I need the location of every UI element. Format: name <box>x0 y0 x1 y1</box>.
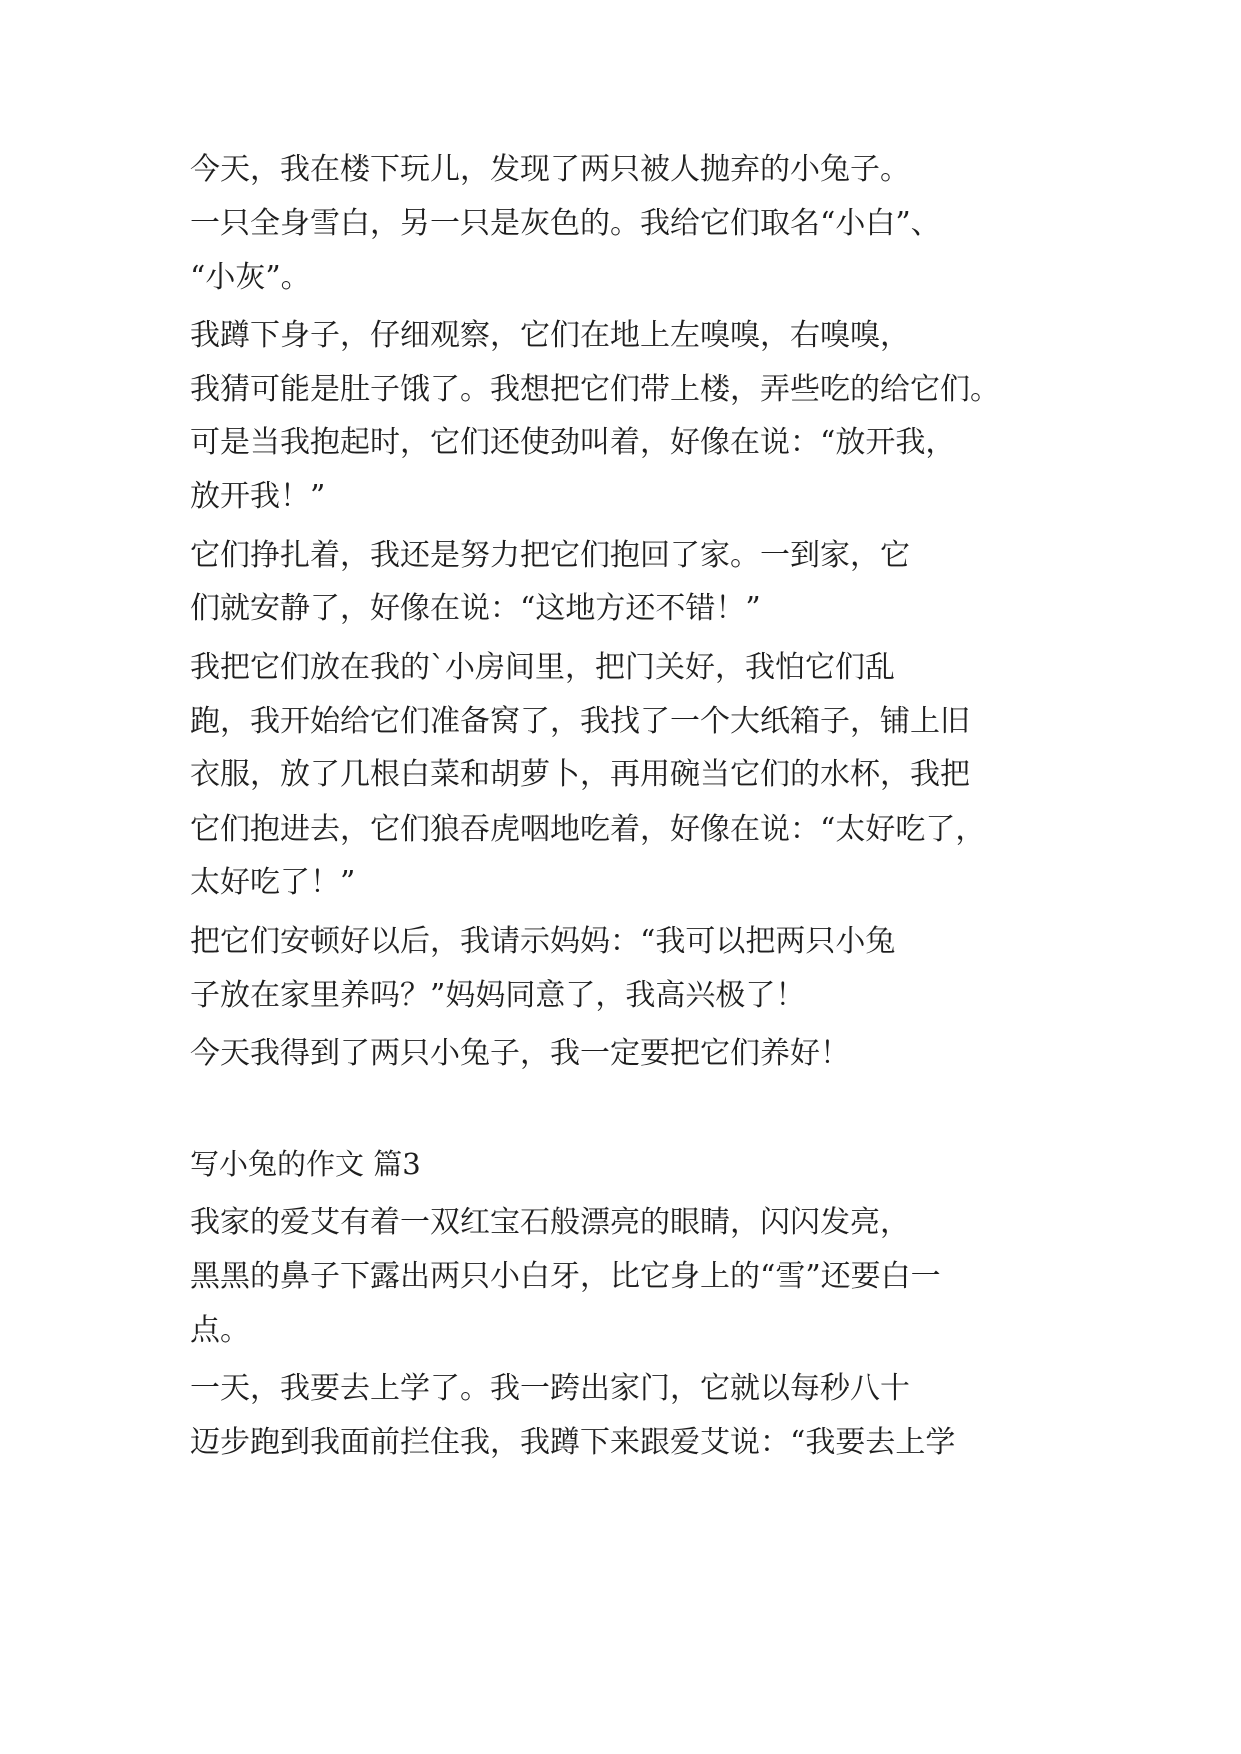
section-heading: 写小兔的作文 篇3 <box>190 1147 421 1181</box>
text-line: 衣服，放了几根白菜和胡萝卜，再用碗当它们的水杯，我把 <box>190 757 970 792</box>
text-line: 一天，我要去上学了。我一跨出家门，它就以每秒八十 <box>190 1371 910 1406</box>
text-line: 们就安静了，好像在说：“这地方还不错！” <box>190 591 761 626</box>
text-line: 子放在家里养吗？”妈妈同意了，我高兴极了！ <box>190 978 806 1013</box>
text-line: 它们抱进去，它们狼吞虎咽地吃着，好像在说：“太好吃了， <box>190 812 986 847</box>
text-line: 我把它们放在我的`小房间里，把门关好，我怕它们乱 <box>190 650 895 685</box>
text-line: 跑，我开始给它们准备窝了，我找了一个大纸箱子，铺上旧 <box>190 704 970 739</box>
text-line: 太好吃了！” <box>190 865 356 900</box>
text-line: 点。 <box>190 1313 250 1348</box>
text-line: 我家的爱艾有着一双红宝石般漂亮的眼睛，闪闪发亮， <box>190 1205 910 1240</box>
text-line: 放开我！” <box>190 479 326 514</box>
text-line: 迈步跑到我面前拦住我，我蹲下来跟爱艾说：“我要去上学 <box>190 1425 956 1460</box>
text-line: 黑黑的鼻子下露出两只小白牙，比它身上的“雪”还要白一 <box>190 1259 941 1294</box>
text-line: 我蹲下身子，仔细观察，它们在地上左嗅嗅，右嗅嗅， <box>190 318 910 353</box>
text-line: 一只全身雪白，另一只是灰色的。我给它们取名“小白”、 <box>190 206 941 241</box>
text-line: 它们挣扎着，我还是努力把它们抱回了家。一到家，它 <box>190 538 910 573</box>
text-line: 今天我得到了两只小兔子，我一定要把它们养好！ <box>190 1036 850 1071</box>
text-line: “小灰”。 <box>190 260 311 295</box>
text-line: 今天，我在楼下玩儿，发现了两只被人抛弃的小兔子。 <box>190 152 910 187</box>
text-line: 把它们安顿好以后，我请示妈妈：“我可以把两只小兔 <box>190 924 896 959</box>
text-line: 我猜可能是肚子饿了。我想把它们带上楼，弄些吃的给它们。 <box>190 372 1000 407</box>
text-line: 可是当我抱起时，它们还使劲叫着，好像在说：“放开我， <box>190 425 956 460</box>
